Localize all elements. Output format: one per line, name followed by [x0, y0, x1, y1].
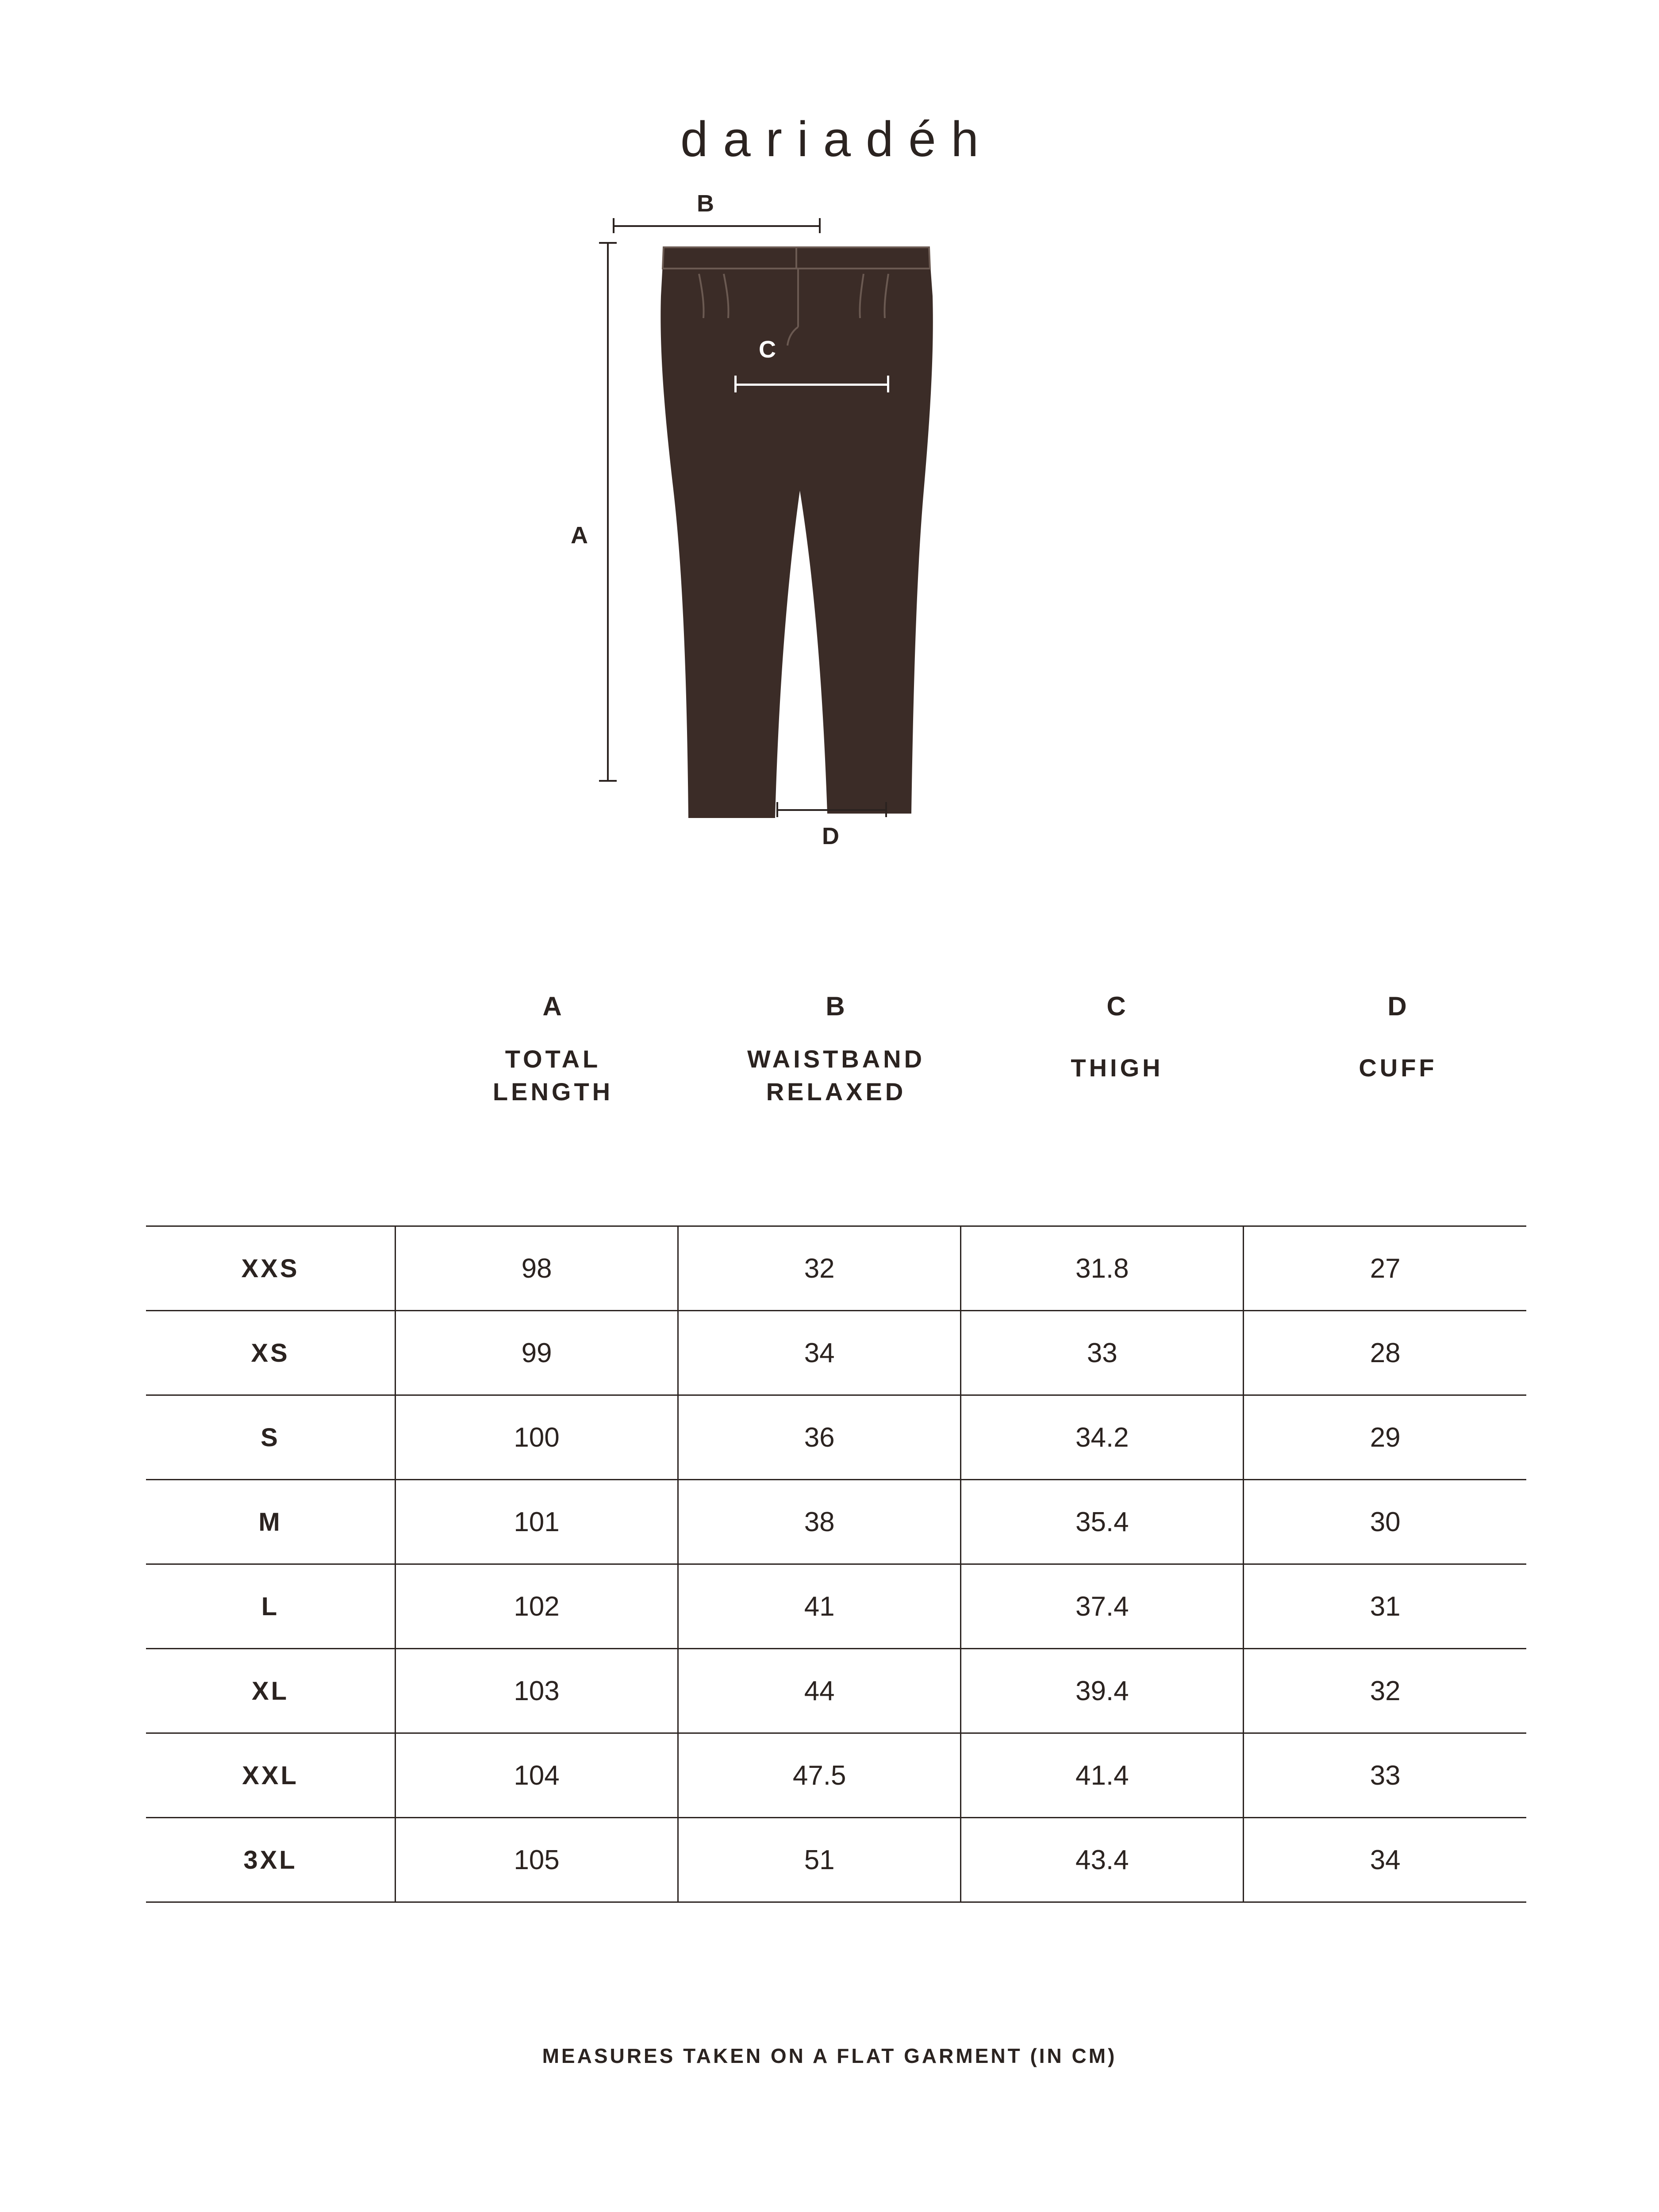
garment-diagram: [0, 190, 1659, 902]
cell-d: 31: [1244, 1564, 1526, 1649]
dim-line-d: [776, 809, 887, 811]
dim-tick-d-right: [885, 802, 887, 817]
cell-b: 32: [678, 1226, 961, 1311]
cell-c: 39.4: [961, 1649, 1244, 1733]
cell-a: 103: [396, 1649, 678, 1733]
column-letter-a: A: [542, 991, 564, 1021]
measurement-footnote: MEASURES TAKEN ON A FLAT GARMENT (IN CM): [542, 2044, 1117, 2067]
column-letter-d: D: [1387, 991, 1409, 1021]
cell-a: 101: [396, 1480, 678, 1564]
dim-tick-a-bottom: [599, 780, 617, 782]
cell-c: 33: [961, 1311, 1244, 1395]
size-label: 3XL: [146, 1818, 396, 1902]
cell-d: 27: [1244, 1226, 1526, 1311]
column-name-b: [695, 1043, 978, 1108]
dim-tick-b-right: [819, 218, 821, 233]
size-label: XXS: [146, 1226, 396, 1311]
cell-d: 33: [1244, 1733, 1526, 1818]
size-label: L: [146, 1564, 396, 1649]
cell-d: 30: [1244, 1480, 1526, 1564]
dim-tick-b-left: [613, 218, 614, 233]
dim-tick-c-right: [887, 376, 889, 392]
cell-c: 34.2: [961, 1395, 1244, 1480]
dimension-label-c: C: [759, 336, 777, 363]
cell-a: 102: [396, 1564, 678, 1649]
dim-line-c: [734, 384, 889, 386]
cell-a: 105: [396, 1818, 678, 1902]
cell-a: 99: [396, 1311, 678, 1395]
dimension-label-d: D: [822, 823, 840, 849]
table-row: [146, 1226, 1526, 1311]
dim-line-a: [607, 242, 609, 782]
cell-a: 100: [396, 1395, 678, 1480]
cell-d: 28: [1244, 1311, 1526, 1395]
cell-d: 29: [1244, 1395, 1526, 1480]
cell-b: 34: [678, 1311, 961, 1395]
column-header-c: [975, 991, 1259, 1084]
table-row: [146, 1311, 1526, 1395]
table-row: [146, 1733, 1526, 1818]
column-name-c: THIGH: [1071, 1054, 1164, 1082]
brand-title: dariadéh: [680, 111, 994, 167]
cell-c: 43.4: [961, 1818, 1244, 1902]
column-header-a: [411, 991, 695, 1108]
cell-b: 38: [678, 1480, 961, 1564]
cell-b: 51: [678, 1818, 961, 1902]
cell-b: 41: [678, 1564, 961, 1649]
size-label: S: [146, 1395, 396, 1480]
cell-d: 32: [1244, 1649, 1526, 1733]
size-label: XS: [146, 1311, 396, 1395]
column-header-d: [1256, 991, 1540, 1084]
table-row: [146, 1564, 1526, 1649]
column-name-b-line2: RELAXED: [766, 1077, 906, 1106]
size-label: XL: [146, 1649, 396, 1733]
cell-b: 44: [678, 1649, 961, 1733]
dim-tick-d-left: [776, 802, 778, 817]
column-name-a: [411, 1043, 695, 1108]
cell-c: 41.4: [961, 1733, 1244, 1818]
dimension-label-a: A: [571, 522, 589, 549]
table-row: [146, 1818, 1526, 1902]
table-row: [146, 1395, 1526, 1480]
cell-a: 98: [396, 1226, 678, 1311]
dim-tick-a-top: [599, 242, 617, 244]
column-name-a-line2: LENGTH: [492, 1077, 614, 1106]
column-letter-c: C: [1106, 991, 1128, 1021]
cell-c: 35.4: [961, 1480, 1244, 1564]
size-label: XXL: [146, 1733, 396, 1818]
cell-b: 36: [678, 1395, 961, 1480]
table-row: [146, 1480, 1526, 1564]
column-name-b-line1: WAISTBAND: [747, 1045, 926, 1073]
size-table-wrapper: [146, 1225, 1526, 1903]
table-row: [146, 1649, 1526, 1733]
cell-b: 47.5: [678, 1733, 961, 1818]
size-table: [146, 1225, 1526, 1903]
cell-d: 34: [1244, 1818, 1526, 1902]
cell-a: 104: [396, 1733, 678, 1818]
cell-c: 31.8: [961, 1226, 1244, 1311]
cell-c: 37.4: [961, 1564, 1244, 1649]
column-letter-b: B: [826, 991, 847, 1021]
dim-line-b: [613, 225, 821, 227]
column-name-a-line1: TOTAL: [505, 1045, 601, 1073]
column-name-d: CUFF: [1359, 1054, 1437, 1082]
size-label: M: [146, 1480, 396, 1564]
pants-illustration: [646, 243, 947, 822]
column-header-b: [695, 991, 978, 1108]
dim-tick-c-left: [734, 376, 737, 392]
dimension-label-b: B: [697, 190, 715, 217]
